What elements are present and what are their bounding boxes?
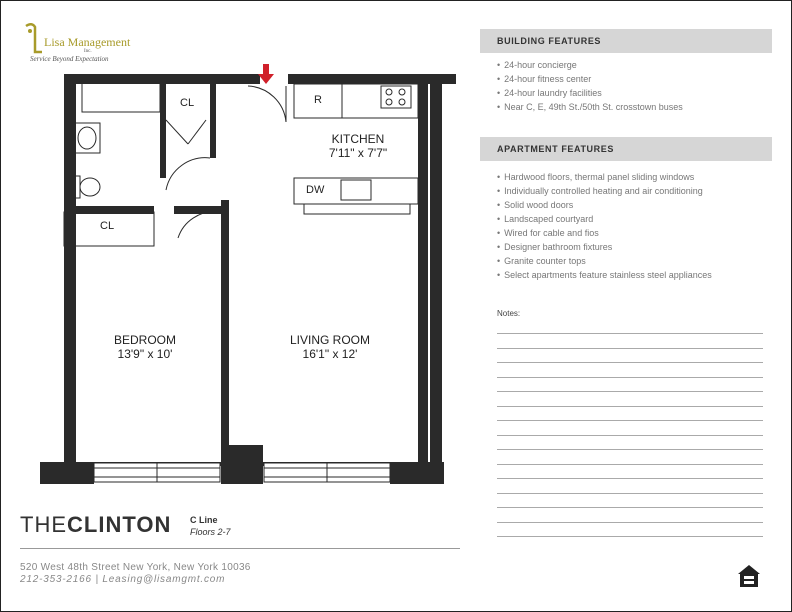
kitchen-bar xyxy=(304,204,410,214)
counter-top xyxy=(342,84,418,118)
wall-bed-top-2 xyxy=(174,206,229,214)
list-item: • 24-hour fitness center xyxy=(497,72,683,86)
equal-housing-icon xyxy=(736,563,762,589)
wall-closet xyxy=(210,84,216,158)
logo-inc: Inc. xyxy=(84,49,92,54)
toilet xyxy=(80,178,100,196)
kitchen-label xyxy=(308,132,408,160)
list-item: • Solid wood doors xyxy=(497,198,712,212)
apartment-features-header xyxy=(480,137,772,161)
note-line xyxy=(497,464,763,465)
living-room-dims: 16'1" x 12' xyxy=(302,347,358,361)
apartment-features-list xyxy=(497,170,712,282)
list-item: • Hardwood floors, thermal panel sliding windows xyxy=(497,170,712,184)
kitchen-sink xyxy=(341,180,371,200)
building-name xyxy=(20,512,171,538)
note-line xyxy=(497,493,763,494)
note-line xyxy=(497,377,763,378)
building-name-main: CLINTON xyxy=(67,512,172,537)
building-address: 520 West 48th Street New York, New York 10036 xyxy=(20,562,251,573)
list-item: • 24-hour concierge xyxy=(497,58,683,72)
apartment-features-title: APARTMENT FEATURES xyxy=(497,144,614,154)
note-line xyxy=(497,420,763,421)
bath-door-swing xyxy=(166,158,210,190)
building-features-header xyxy=(480,29,772,53)
footer-divider xyxy=(20,548,460,549)
kitchen-dims: 7'11" x 7'7" xyxy=(328,146,388,160)
bedroom-door-swing xyxy=(178,212,218,238)
note-line xyxy=(497,362,763,363)
logo-name: Lisa Management xyxy=(44,35,131,49)
bedroom-label xyxy=(90,333,200,361)
note-line xyxy=(497,478,763,479)
list-item: • Select apartments feature stainless steel appliances xyxy=(497,268,712,282)
list-item: • 24-hour laundry facilities xyxy=(497,86,683,100)
note-line xyxy=(497,391,763,392)
bedroom-dims: 13'9" x 10' xyxy=(117,347,173,361)
stove xyxy=(381,86,411,108)
note-line xyxy=(497,406,763,407)
building-features-title: BUILDING FEATURES xyxy=(497,36,602,46)
list-item: • Designer bathroom fixtures xyxy=(497,240,712,254)
logo-mark-icon xyxy=(22,22,44,56)
note-line xyxy=(497,536,763,537)
contact-info: 212-353-2166 | Leasing@lisamgmt.com xyxy=(20,574,226,585)
note-line xyxy=(497,449,763,450)
floor-plan-drawing xyxy=(38,60,458,490)
living-room-label xyxy=(270,333,390,361)
bedroom-closet-label: CL xyxy=(100,220,115,232)
list-item: • Near C, E, 49th St./50th St. crosstown buses xyxy=(497,100,683,114)
note-line xyxy=(497,348,763,349)
list-item: • Landscaped courtyard xyxy=(497,212,712,226)
dishwasher-label: DW xyxy=(306,184,325,196)
bedroom-name: BEDROOM xyxy=(113,333,176,347)
kitchen-name: KITCHEN xyxy=(331,132,385,146)
refrigerator-label: R xyxy=(314,94,322,106)
list-item: • Granite counter tops xyxy=(497,254,712,268)
bathtub xyxy=(82,82,160,112)
logo-tagline: Service Beyond Expectation xyxy=(30,55,109,63)
wall-right xyxy=(430,74,442,484)
wall-right-kitchen xyxy=(418,74,428,484)
entry-door-swing xyxy=(248,86,286,122)
closet-label: CL xyxy=(180,97,195,109)
wall-bath xyxy=(160,84,166,178)
entry-arrow-icon xyxy=(258,64,274,84)
note-line xyxy=(497,435,763,436)
list-item: • Wired for cable and fios xyxy=(497,226,712,240)
sink-bowl xyxy=(78,127,96,149)
note-line xyxy=(497,522,763,523)
unit-line: C Line xyxy=(190,515,218,525)
list-item: • Individually controlled heating and air conditioning xyxy=(497,184,712,198)
unit-floors: Floors 2-7 xyxy=(190,527,231,537)
building-features-list xyxy=(497,58,683,114)
building-name-prefix: THE xyxy=(20,512,67,537)
wall-bed-top xyxy=(64,206,154,214)
living-room-name: LIVING ROOM xyxy=(289,333,370,347)
note-line xyxy=(497,507,763,508)
wall-divider xyxy=(221,200,229,448)
note-line xyxy=(497,333,763,334)
floor-plan xyxy=(38,60,458,490)
notes-label: Notes: xyxy=(497,309,521,318)
